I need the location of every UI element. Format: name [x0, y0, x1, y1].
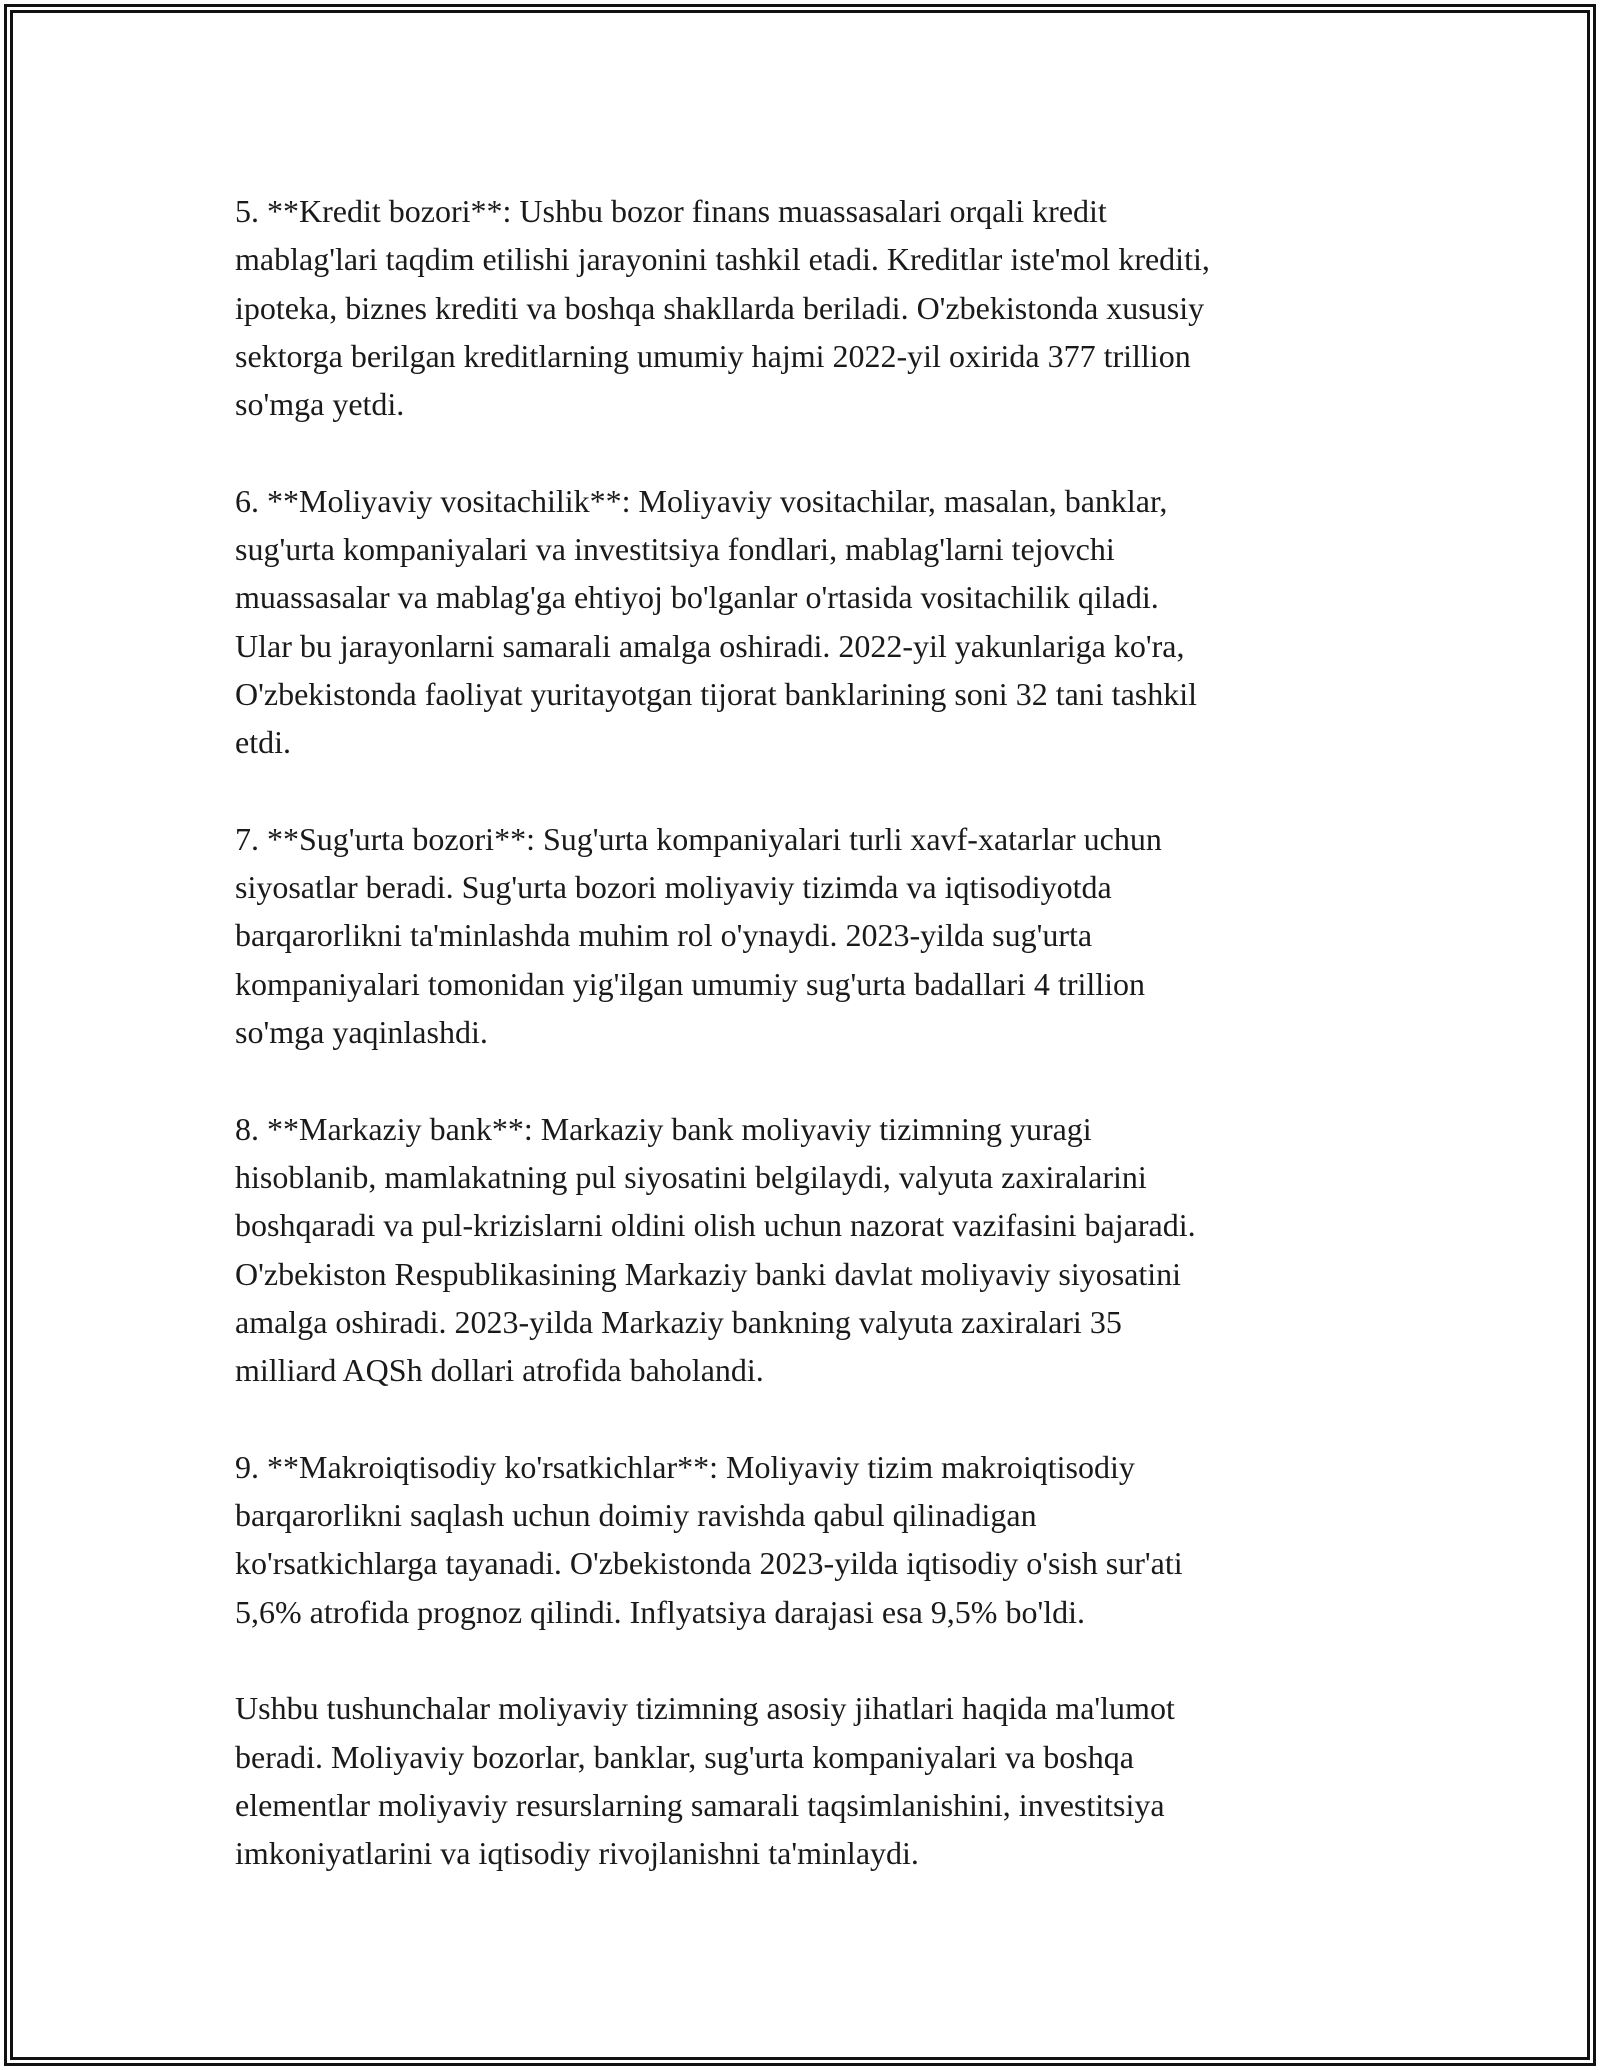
paragraph-sugurta-bozori: 7. **Sug'urta bozori**: Sug'urta kompaniyalari turli xavf-xatarlar uchun siyosatlar beradi. Sug'urta bozori moliyaviy tizimda va iqtisodiyotda barqarorlikni ta'minlashda muhim rol o'ynaydi. 2023-yilda sug'urta kompaniyalari tomonidan yig'ilgan umumiy sug'urta badallari 4 trillion so'mga yaqinlashdi.	[235, 820, 1162, 1051]
paragraph-moliyaviy-vositachilik: 6. **Moliyaviy vositachilik**: Moliyaviy vositachilar, masalan, banklar, sug'urta kompaniyalari va investitsiya fondlari, mablag'larni tejovchi muassasalar va mablag'ga ehtiyoj bo'lganlar o'rtasida vositachilik qiladi. Ular bu jarayonlarni samarali amalga oshiradi. 2022-yil yakunlariga ko'ra, O'zbekistonda faoliyat yuritayotgan tijorat banklarining soni 32 tani tashkil etdi.	[235, 482, 1197, 761]
paragraph-kredit-bozori: 5. **Kredit bozori**: Ushbu bozor finans muassasalari orqali kredit mablag'lari taqdim etilishi jarayonini tashkil etadi. Kreditlar iste'mol krediti, ipoteka, biznes krediti va boshqa shakllarda beriladi. O'zbekistonda xususiy sektorga berilgan kreditlarning umumiy hajmi 2022-yil oxirida 377 trillion so'mga yetdi.	[235, 193, 1210, 423]
paragraph-markaziy-bank: 8. **Markaziy bank**: Markaziy bank moliyaviy tizimning yuragi hisoblanib, mamlakatning pul siyosatini belgilaydi, valyuta zaxiralarini boshqaradi va pul-krizislarni oldini olish uchun nazorat vazifasini bajaradi. O'zbekiston Respublikasining Markaziy banki davlat moliyaviy siyosatini amalga oshiradi. 2023-yilda Markaziy bankning valyuta zaxiralari 35 milliard AQSh dollari atrofida baholandi.	[235, 1110, 1196, 1389]
document-body	[235, 187, 1365, 1926]
paragraph-makroiqtisodiy-korsatkichlar: 9. **Makroiqtisodiy ko'rsatkichlar**: Moliyaviy tizim makroiqtisodiy barqarorlikni saqlash uchun doimiy ravishda qabul qilinadigan ko'rsatkichlarga tayanadi. O'zbekistonda 2023-yilda iqtisodiy o'sish sur'ati 5,6% atrofida prognoz qilindi. Inflyatsiya darajasi esa 9,5% bo'ldi.	[235, 1448, 1183, 1630]
paragraph-conclusion: Ushbu tushunchalar moliyaviy tizimning asosiy jihatlari haqida ma'lumot beradi. Moliyaviy bozorlar, banklar, sug'urta kompaniyalari va boshqa elementlar moliyaviy resurslarning samarali taqsimlanishini, investitsiya imkoniyatlarini va iqtisodiy rivojlanishni ta'minlaydi.	[235, 1690, 1175, 1872]
